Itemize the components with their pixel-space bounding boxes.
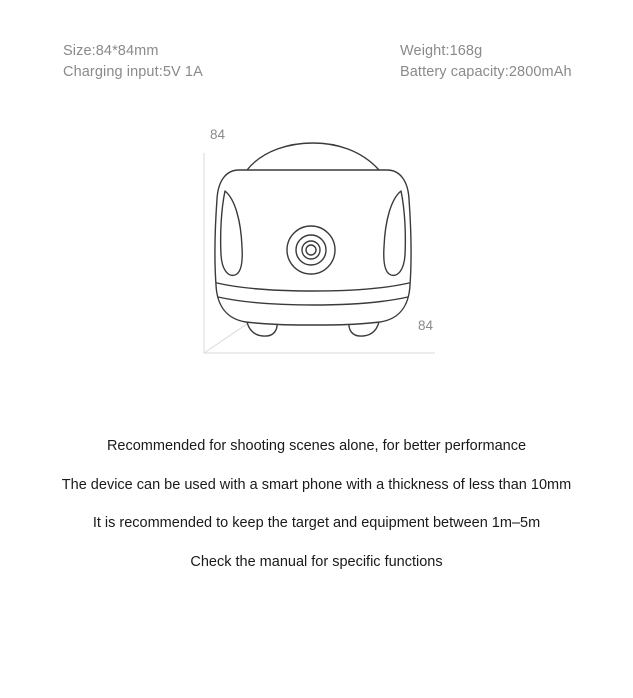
note-phone-thickness: The device can be used with a smart phone with a thickness of less than 10mm xyxy=(61,477,572,493)
spec-weight: Weight:168g xyxy=(400,43,483,59)
device-illustration xyxy=(195,125,445,365)
spec-battery-capacity: Battery capacity:2800mAh xyxy=(400,64,572,80)
spec-size: Size:84*84mm xyxy=(63,43,159,59)
device-outline xyxy=(215,143,411,336)
height-dimension-label: 84 xyxy=(210,127,226,142)
note-distance: It is recommended to keep the target and equipment between 1m–5m xyxy=(92,515,541,531)
spec-charging-input: Charging input:5V 1A xyxy=(63,64,203,80)
note-shooting-scenes: Recommended for shooting scenes alone, for better performance xyxy=(106,438,527,454)
note-manual: Check the manual for specific functions xyxy=(190,554,443,570)
width-dimension-label: 84 xyxy=(418,318,434,333)
